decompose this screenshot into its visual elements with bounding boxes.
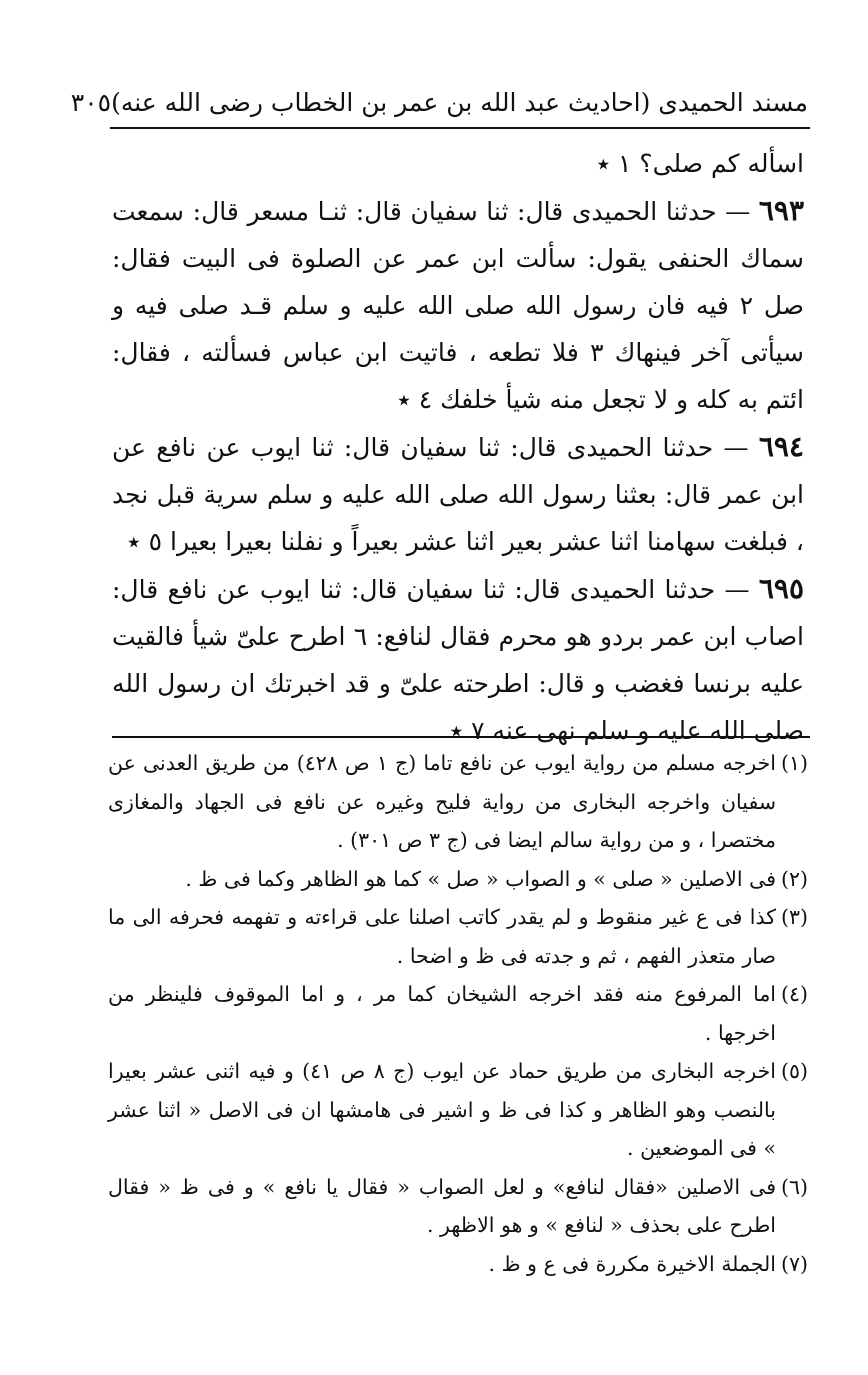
hadith-695	[112, 565, 804, 754]
footnote-text: الجملة الاخيرة مكررة فى ع و ظ .	[488, 1251, 776, 1276]
footnote-text: اما المرفوع منه فقد اخرجه الشيخان كما مر ، و اما الموقوف فلينظر من اخرجها .	[108, 982, 776, 1045]
lead-line: اسأله كم صلى؟ ١ ٭	[596, 149, 804, 178]
footnote-label: (٢)	[780, 866, 808, 891]
footnote-3	[108, 898, 808, 975]
header-rule	[110, 127, 810, 129]
footnote-4	[108, 975, 808, 1052]
footnote-2	[108, 860, 808, 899]
hadith-number: ٦٩٥	[758, 572, 804, 605]
footnote-text: فى الاصلين «فقال لنافع» و لعل الصواب « فقال يا نافع » و فى ظ « فقال اطرح على بحذف « لنافع » و هو الاظهر .	[108, 1174, 776, 1237]
footnote-label: (٦)	[780, 1174, 808, 1199]
footnote-text: فى الاصلين « صلى » و الصواب « صل » كما هو الظاهر وكما فى ظ .	[185, 866, 776, 891]
footnotes	[108, 744, 808, 1283]
footnote-text: اخرجه البخارى من طريق حماد عن ايوب (ج ٨ ص ٤١) و فيه اثنى عشر بعيرا بالنصب وهو الظاهر و كذا فى ظ و اشير فى هامشها ان فى الاصل « اثنا عشر » فى الموضعين .	[108, 1059, 776, 1160]
hadith-number: ٦٩٤	[758, 430, 804, 463]
main-text	[112, 140, 804, 754]
hadith-text: — حدثنا الحميدى قال: ثنا سفيان قال: ثنـا مسعر قال: سمعت سماك الحنفى يقول: سألت ابن عمر عن الصلوة فى البيت فقال: صل ٢ فيه فان رسول الله صلى الله عليه و سلم قـد صلى فيه و سيأتى آخر فينهاك ٣ فلا تطعه ، فاتيت ابن عباس فسألته ، فقال: ائتم به كله و لا تجعل منه شيأ خلفك ٤ ٭	[112, 197, 804, 414]
footnote-label: (٥)	[780, 1059, 808, 1083]
footnote-1	[108, 744, 808, 860]
footnote-6	[108, 1168, 808, 1245]
hadith-number: ٦٩٣	[758, 194, 805, 227]
footnote-label: (٧)	[780, 1251, 808, 1276]
footnote-5	[108, 1052, 808, 1168]
footnote-rule	[112, 736, 810, 738]
footnote-label: (٤)	[780, 982, 808, 1006]
running-title: مسند الحميدى (احاديث عبد الله بن عمر بن الخطاب رضى الله عنه)	[111, 87, 808, 117]
hadith-693	[112, 187, 804, 423]
footnote-label: (١)	[780, 751, 808, 775]
hadith-text: — حدثنا الحميدى قال: ثنا سفيان قال: ثنا ايوب عن نافع عن ابن عمر قال: بعثنا رسول الله صلى الله عليه و سلم سرية قبل نجد ، فبلغت سهامنا اثنا عشر بعير اثنا عشر بعيراً و نفلنا بعيرا بعيرا ٥ ٭	[112, 433, 804, 556]
footnote-7	[108, 1245, 808, 1284]
footnote-label: (٣)	[780, 905, 808, 929]
hadith-694	[112, 423, 804, 565]
footnote-text: كذا فى ع غير منقوط و لم يقدر كاتب اصلنا على قراءته و تفهمه فحرفه الى ما صار متعذر الفهم ، ثم و جدته فى ظ و اضحا .	[108, 905, 776, 968]
hadith-text: — حدثنا الحميدى قال: ثنا سفيان قال: ثنا ايوب عن نافع قال: اصاب ابن عمر بردو هو محرم فقال لنافع: ٦ اطرح علىّ شيأ فالقيت عليه برنسا فغضب و قال: اطرحته علىّ و قد اخبرتك ان رسول الله صلى الله عليه و سلم نهى عنه ٧ ٭	[112, 575, 804, 745]
page-header	[70, 82, 808, 122]
footnote-text: اخرجه مسلم من رواية ايوب عن نافع تاما (ج ١ ص ٤٢٨) من طريق العدنى عن سفيان واخرجه البخارى من رواية فليح وغيره عن نافع فى الجهاد والمغازى مختصرا ، و من رواية سالم ايضا فى (ج ٣ ص ٣٠١) .	[108, 751, 776, 852]
page-number: ٣٠٥	[70, 87, 112, 117]
